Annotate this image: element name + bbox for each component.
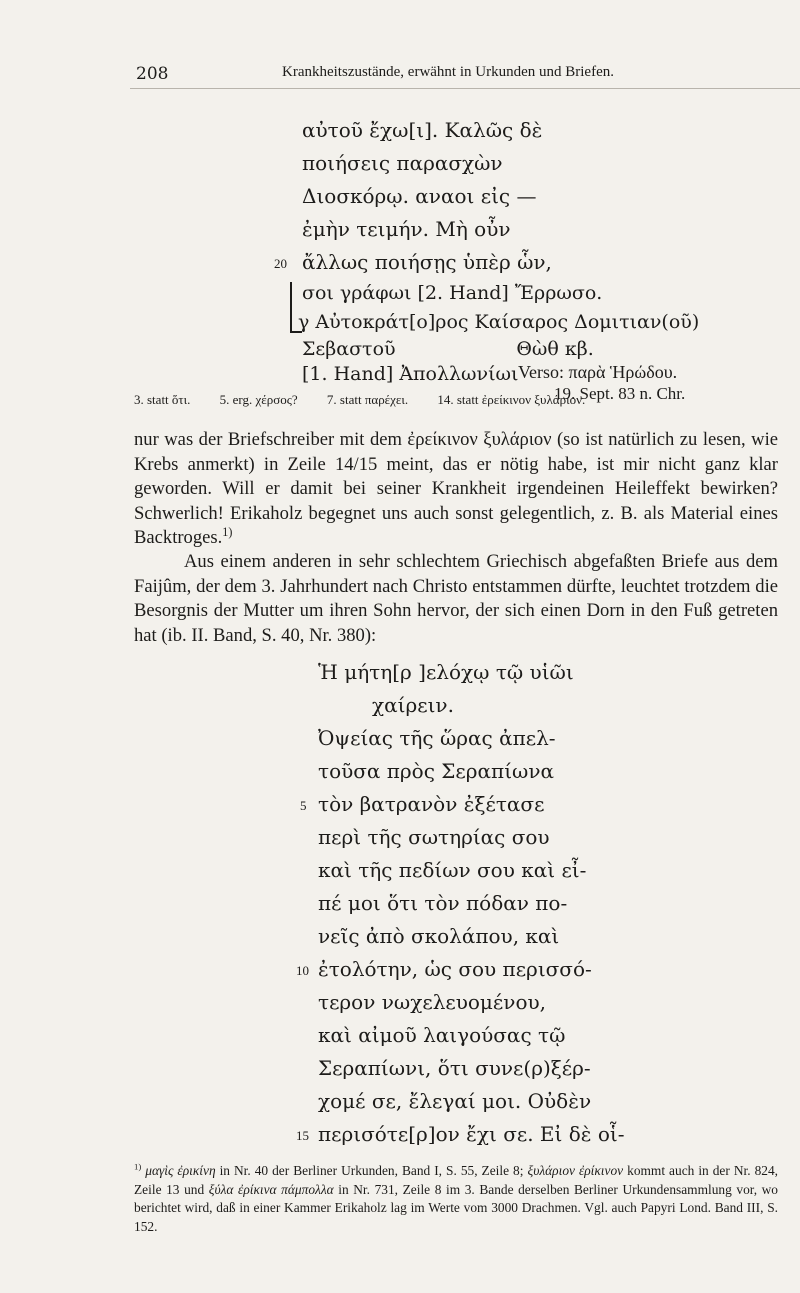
line-number: 10: [296, 963, 309, 978]
greek-line: καὶ αἰμοῦ λαιγούσας τῷ: [318, 1023, 566, 1047]
greek-line: [1. Hand] Ἀπολλωνίωι: [302, 363, 519, 385]
footnote-greek: ξύλα ἐρίκινα πάμπολλα: [208, 1181, 334, 1197]
greek-line: νεῖς ἀπὸ σκολάπου, καὶ: [318, 924, 560, 948]
greek-line: Διοσκόρῳ. αναοι εἰς —: [302, 184, 537, 208]
greek-line: Σεραπίωνι, ὅτι συνε(ρ)ξέρ-: [318, 1056, 591, 1080]
greek-line: σοι γράφωι [2. Hand] Ἔρρωσο.: [302, 282, 603, 304]
running-title: Krankheitszustände, erwähnt in Urkunden und Briefen.: [282, 64, 614, 80]
greek-line: γ Αὐτοκράτ[ο]ρος Καίσαρος Δομιτιαν(οῦ): [298, 311, 700, 333]
greek-line: ἐμὴν τειμήν. Μὴ οὖν: [302, 217, 511, 241]
footnote-greek: ξυλάριον ἐρίκινον: [527, 1163, 624, 1178]
header-rule: [130, 88, 800, 89]
apparatus-entry: 7. statt παρέχει.: [326, 392, 409, 407]
critical-apparatus: [134, 392, 611, 408]
greek-line: πέ μοι ὅτι τὸν πόδαν πο-: [318, 891, 568, 915]
line-number: 5: [300, 798, 307, 813]
greek-line: τοῦσα πρὸς Σεραπίωνα: [318, 759, 555, 783]
body-paragraph: [134, 428, 778, 551]
greek-line: ποιήσεις παρασχὼν: [302, 151, 503, 175]
greek-line: Σεβαστοῦ Θὼθ κβ.: [302, 338, 594, 360]
greek-line: χαίρειν.: [372, 693, 454, 717]
bracket-mark: [290, 282, 292, 332]
date-note: 19. Sept. 83 n. Chr.: [554, 384, 686, 403]
footnote-mark: 1): [134, 1161, 142, 1172]
footnote-ref: 1): [222, 524, 233, 539]
body-paragraph: Aus einem anderen in sehr schlechtem Griechisch abgefaßten Briefe aus dem Faijûm, der dem 3. Jahrhundert nach Christo entstammen dürfte, leuchtet trotzdem die Besorgnis der Mutter um ihren Sohn hervor, der sich einen Dorn in den Fuß getreten hat (ib. II. Band, S. 40, Nr. 380):: [134, 551, 778, 646]
greek-line: ἐτολότην, ὡς σου περισσό-: [318, 957, 592, 981]
paragraph-text: nur was der Briefschreiber mit dem ἐρείκινον ξυλάριον (so ist natürlich zu lesen, wie Krebs anmerkt) in Zeile 14/15 meint, das er nötig habe, ist mir nicht ganz klar geworden. Will er damit bei seiner Krankheit irgendeinen Heileffekt bewirken? Schwerlich! Erikaholz begegnet uns auch sonst gelegentlich, z. B. als Material eines Backtroges.: [134, 429, 778, 548]
greek-line: Ὀψείας τῆς ὥρας ἀπελ-: [318, 726, 556, 750]
footnote-greek: μαγὶς ἐρικίνη: [145, 1163, 216, 1178]
greek-line: καὶ τῆς πεδίων σου καὶ εἶ-: [318, 858, 587, 882]
footnote: [134, 1162, 778, 1236]
line-number: 15: [296, 1128, 309, 1143]
greek-line: ἄλλως ποιήσῃς ὑπὲρ ὧν,: [302, 250, 552, 274]
footnote-text: in Nr. 40 der Berliner Urkunden, Band I, S. 55, Zeile 8;: [215, 1163, 528, 1178]
page-number: 208: [136, 64, 169, 84]
apparatus-entry: 14. statt ἐρείκινον ξυλάριον.: [437, 392, 586, 407]
line-number: 20: [274, 256, 287, 271]
greek-line: αὐτοῦ ἔχω[ι]. Καλῶς δὲ: [302, 118, 543, 142]
greek-line: τὸν βατρανὸν ἐξέτασε: [318, 792, 545, 816]
greek-line: περισότε[ρ]ον ἔχι σε. Εἰ δὲ οἷ-: [318, 1122, 625, 1146]
greek-line: χομέ σε, ἔλεγαί μοι. Οὐδὲν: [318, 1089, 592, 1113]
footnote-text: in Nr. 731, Zeile 8 im 3. Bande derselben Berliner Urkundensammlung vor, wo berichtet wird, daß in einer Kammer Erikaholz lag im Werte vom 3000 Drachmen. Vgl. auch Papyri Lond. Band III, S. 152.: [134, 1181, 778, 1234]
greek-line: περὶ τῆς σωτηρίας σου: [318, 825, 550, 849]
footnote-text: kommt auch in der Nr. 824, Zeile 13 und: [134, 1163, 778, 1197]
apparatus-entry: 3. statt ὅτι.: [134, 392, 191, 407]
verso-note: Verso: παρὰ Ἡρώδου.: [518, 362, 678, 382]
greek-line: Ἡ μήτη[ρ ]ελόχῳ τῷ υἱῶι: [318, 660, 574, 684]
apparatus-entry: 5. erg. χέρσος?: [219, 392, 298, 407]
greek-line: τερον νωχελευομένου,: [318, 990, 546, 1014]
